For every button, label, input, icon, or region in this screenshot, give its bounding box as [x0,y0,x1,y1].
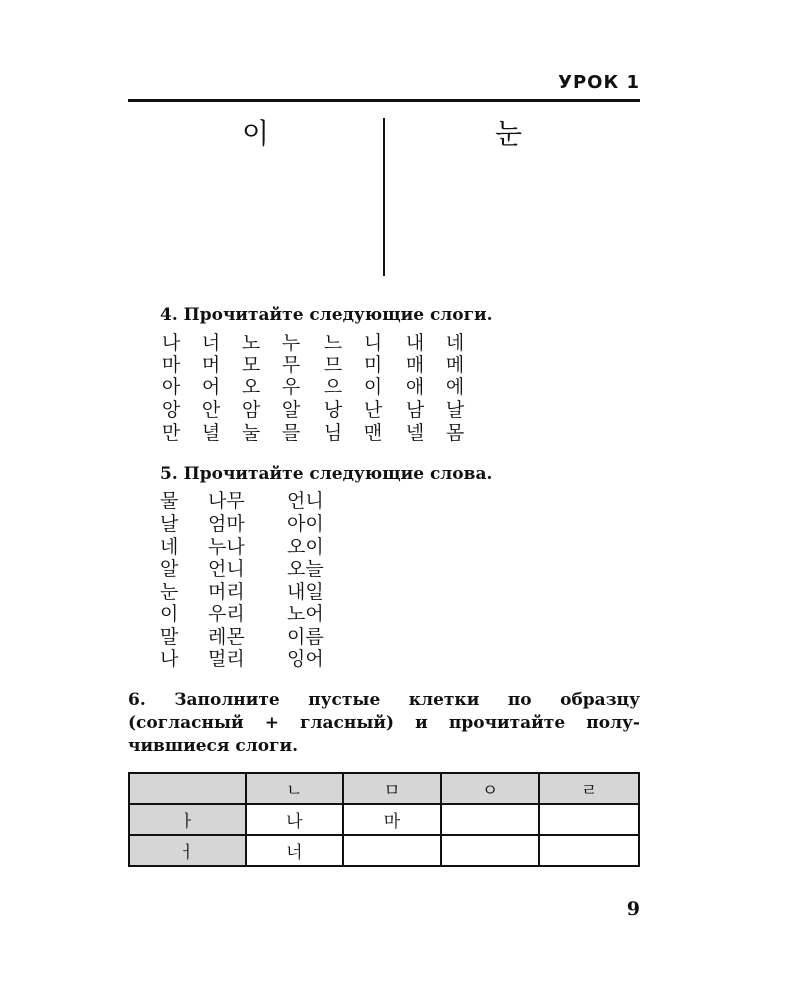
syllable: 노 [241,332,261,354]
table-cell [539,804,639,835]
table-header-cell: ㄴ [246,773,344,804]
word: 노어 [287,603,324,625]
table-cell: 마 [343,804,441,835]
syllable: 무 [281,354,301,376]
word: 언니 [287,490,324,512]
syllable: 이 [363,376,383,398]
word: 레몬 [208,626,245,648]
syllable: 으 [323,376,343,398]
syllable: 메 [445,354,465,376]
word: 눈 [160,581,179,603]
syllable: 네 [445,332,465,354]
syllable: 눌 [241,422,261,444]
word: 오늘 [287,558,324,580]
word: 누나 [208,536,245,558]
header-rule [128,99,640,102]
word: 엄마 [208,513,245,535]
word: 나 [160,648,179,670]
syllable: 난 [363,399,383,421]
page-number: 9 [626,898,640,920]
table-header-row [129,773,639,804]
syllable: 암 [241,399,261,421]
table-cell: 너 [246,835,344,866]
word: 아이 [287,513,324,535]
syllable: 너 [201,332,221,354]
syllable: 님 [323,422,343,444]
syllable: 몸 [445,422,465,444]
table-header-cell: ㅁ [343,773,441,804]
syllable: 만 [161,422,181,444]
syllable: 오 [241,376,261,398]
word: 멀리 [208,648,245,670]
table-row [129,835,639,866]
syllable: 앙 [161,399,181,421]
table-row-header-cell: ㅓ [129,835,246,866]
word: 이름 [287,626,324,648]
top-char-left: 이 [242,117,270,150]
syllable: 애 [405,376,425,398]
syllable: 느 [323,332,343,354]
syllable-table [128,772,640,867]
syllable: 에 [445,376,465,398]
table-cell: 나 [246,804,344,835]
table-corner-cell [129,773,246,804]
section-4-heading: 4. Прочитайте следующие слоги. [160,305,493,325]
syllable: 믈 [281,422,301,444]
syllable: 모 [241,354,261,376]
syllable: 머 [201,354,221,376]
syllable: 우 [281,376,301,398]
syllable: 매 [405,354,425,376]
syllable: 날 [445,399,465,421]
syllable: 안 [201,399,221,421]
word: 머리 [208,581,245,603]
syllable: 맨 [363,422,383,444]
vertical-divider [383,118,385,276]
table-cell [441,804,540,835]
table-header-cell: ㅇ [441,773,540,804]
table-cell [343,835,441,866]
section-6-instruction [128,689,640,758]
table-row-header-cell: ㅏ [129,804,246,835]
syllable: 남 [405,399,425,421]
table-cell [441,835,540,866]
lesson-title: УРОК 1 [558,72,640,93]
table-header-cell: ㄹ [539,773,639,804]
syllable: 넬 [405,422,425,444]
instruction-line: 6. Заполните пустые клетки по образцу [128,690,640,710]
instruction-line: чившиеся слоги. [128,736,299,756]
word: 말 [160,626,179,648]
word: 나무 [208,490,245,512]
word: 내일 [287,581,324,603]
section-5-heading: 5. Прочитайте следующие слова. [160,464,493,484]
syllable: 누 [281,332,301,354]
word: 네 [160,536,179,558]
syllable: 미 [363,354,383,376]
syllable: 낭 [323,399,343,421]
syllable: 내 [405,332,425,354]
table-cell [539,835,639,866]
syllable: 나 [161,332,181,354]
syllable: 므 [323,354,343,376]
top-char-right: 눈 [495,117,523,150]
syllable: 니 [363,332,383,354]
syllable: 어 [201,376,221,398]
word: 날 [160,513,179,535]
syllable: 마 [161,354,181,376]
table-row [129,804,639,835]
syllable: 녈 [201,422,221,444]
syllable: 아 [161,376,181,398]
syllable: 알 [281,399,301,421]
word: 알 [160,558,179,580]
instruction-line: (согласный + гласный) и прочитайте полу- [128,713,640,733]
word: 잉어 [287,648,324,670]
word: 우리 [208,603,245,625]
word: 이 [160,603,179,625]
word: 물 [160,490,179,512]
word: 오이 [287,536,324,558]
word: 언니 [208,558,245,580]
